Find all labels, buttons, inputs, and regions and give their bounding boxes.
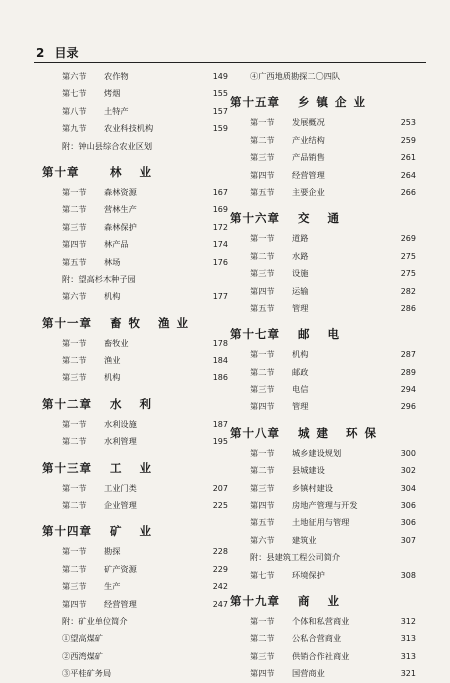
section-title: 勘探 [104,546,121,557]
entry-title: 附：县建筑工程公司简介 [250,552,341,563]
toc-entry [42,543,228,560]
page-ref: 313 [400,651,416,661]
section-number: 第二节 [62,500,87,511]
page-ref: 313 [400,634,416,644]
chapter-heading [230,584,416,613]
toc-entry [230,567,416,584]
page-ref: 302 [400,466,416,476]
section-number: 第二节 [250,250,275,261]
toc-entry [230,167,416,184]
toc-entry [42,254,228,271]
appendix-item [42,648,228,665]
chapter-heading [230,85,416,114]
toc-left-column [42,68,228,683]
section-number: 第一节 [250,447,275,458]
page-ref: 253 [400,118,416,128]
section-number: 第二节 [62,563,87,574]
page-ref: 287 [400,350,416,360]
page-ref: 269 [400,234,416,244]
chapter-number: 第十章 [42,164,80,179]
section-title: 县城建设 [292,465,325,476]
toc-entry [230,381,416,398]
section-number: 第二节 [250,366,275,377]
toc-entry [42,433,228,450]
page-ref: 300 [400,448,416,458]
chapter-heading [230,416,416,445]
chapter-number: 第十九章 [230,593,280,608]
section-number: 第三节 [250,650,275,661]
section-title: 国营商业 [292,668,325,679]
section-number: 第三节 [62,372,87,383]
chapter-title: 矿 业 [110,524,159,539]
section-number: 第二节 [62,436,87,447]
page-ref: 275 [400,269,416,279]
chapter-number: 第十一章 [42,315,92,330]
section-title: 水路 [292,250,309,261]
section-title: 水利设施 [104,418,137,429]
section-title: 机构 [104,291,121,302]
section-title: 供销合作社商业 [292,650,350,661]
chapter-title: 交 通 [298,211,347,226]
section-number: 第二节 [250,134,275,145]
section-title: 环境保护 [292,569,325,580]
chapter-number: 第十五章 [230,95,280,110]
section-number: 第六节 [62,71,87,81]
entry-title: 附：钟山县综合农业区划 [62,140,153,151]
entry-title: 附：望高杉木种子园 [62,273,136,284]
chapter-title: 工 业 [110,460,159,475]
section-title: 森林保护 [104,221,137,232]
section-title: 邮政 [292,366,309,377]
chapter-title: 乡镇企业 [298,95,372,110]
section-title: 畜牧业 [104,337,129,348]
toc-entry [42,497,228,514]
section-number: 第四节 [250,169,275,180]
toc-entry [230,114,416,131]
toc-entry [230,532,416,549]
appendix-item [230,68,416,85]
page-ref: 187 [212,419,228,429]
section-title: 管理 [292,401,309,412]
section-title: 农作物 [104,71,129,81]
section-number: 第五节 [62,256,87,267]
toc-entry [230,630,416,647]
page-ref: 296 [400,402,416,412]
section-number: 第三节 [62,221,87,232]
toc-entry [230,364,416,381]
chapter-number: 第十七章 [230,327,280,342]
page-ref: 167 [212,187,228,197]
page-ref: 174 [212,240,228,250]
section-number: 第三节 [62,581,87,592]
entry-title: ①望高煤矿 [62,633,103,644]
toc-entry [42,352,228,369]
section-title: 经营管理 [104,598,137,609]
section-number: 第一节 [250,349,275,360]
section-title: 房地产管理与开发 [292,500,358,511]
toc-entry [42,85,228,102]
section-title: 产业结构 [292,134,325,145]
page-number: 2 [36,46,45,60]
section-title: 工业门类 [104,482,137,493]
toc-entry [230,514,416,531]
page-ref: 172 [212,222,228,232]
page-ref: 242 [212,582,228,592]
section-title: 乡镇村建设 [292,482,333,493]
page-ref: 228 [212,547,228,557]
page-ref: 186 [212,373,228,383]
page-ref: 289 [400,367,416,377]
section-title: 机构 [292,349,309,360]
section-title: 主要企业 [292,186,325,197]
toc-entry [42,596,228,613]
page-ref: 261 [400,153,416,163]
page-ref: 176 [212,257,228,267]
header-rule [34,62,426,63]
toc-entry [42,68,228,85]
section-number: 第四节 [250,401,275,412]
appendix-item [42,630,228,647]
section-number: 第一节 [62,418,87,429]
section-title: 电信 [292,384,309,395]
page-ref: 159 [212,124,228,134]
section-number: 第一节 [250,117,275,128]
section-number: 第四节 [250,285,275,296]
toc-entry [42,219,228,236]
page-ref: 177 [212,292,228,302]
toc-entry [230,149,416,166]
toc-entry [42,369,228,386]
section-number: 第四节 [62,239,87,250]
section-number: 第三节 [250,268,275,279]
section-title: 管理 [292,302,309,313]
page-ref: 264 [400,170,416,180]
section-title: 运输 [292,285,309,296]
page-ref: 195 [212,437,228,447]
chapter-title: 畜牧 渔业 [110,315,196,330]
section-title: 土地征用与管理 [292,517,350,528]
page-ref: 286 [400,303,416,313]
page-ref: 157 [212,106,228,116]
chapter-title: 水 利 [110,396,159,411]
section-title: 发展概况 [292,117,325,128]
toc-entry [230,184,416,201]
section-title: 林场 [104,256,121,267]
section-number: 第六节 [250,534,275,545]
entry-title: 附：矿业单位简介 [62,615,128,626]
chapter-number: 第十四章 [42,524,92,539]
section-title: 公私合营商业 [292,633,342,644]
chapter-number: 第十二章 [42,396,92,411]
page-ref: 247 [212,599,228,609]
chapter-number: 第十六章 [230,211,280,226]
page-ref: 225 [212,501,228,511]
page-ref: 259 [400,135,416,145]
section-title: 道路 [292,233,309,244]
chapter-title: 邮 电 [298,327,347,342]
section-number: 第七节 [250,569,275,580]
chapter-title: 商 业 [298,593,347,608]
toc-entry [42,335,228,352]
section-number: 第八节 [62,105,87,116]
toc-entry [230,398,416,415]
entry-title: ②西湾煤矿 [62,650,103,661]
toc-entry [42,578,228,595]
page-ref: 275 [400,251,416,261]
toc-entry [230,480,416,497]
appendix-item [42,665,228,682]
toc-entry [42,416,228,433]
section-title: 土特产 [104,105,129,116]
section-title: 农业科技机构 [104,123,154,134]
section-number: 第一节 [62,186,87,197]
section-number: 第一节 [62,482,87,493]
chapter-heading [42,514,228,543]
toc-entry [230,613,416,630]
toc-entry [230,132,416,149]
section-title: 城乡建设规划 [292,447,342,458]
section-number: 第一节 [62,337,87,348]
chapter-heading [230,201,416,230]
entry-title: ③平桂矿务局 [62,668,112,679]
page-title: 目录 [54,46,79,60]
toc-entry [42,120,228,137]
chapter-heading [42,306,228,335]
section-number: 第一节 [250,233,275,244]
appendix-note [42,138,228,155]
section-title: 企业管理 [104,500,137,511]
section-number: 第五节 [250,302,275,313]
section-number: 第二节 [250,465,275,476]
section-title: 森林资源 [104,186,137,197]
toc-entry [230,265,416,282]
toc-entry [230,346,416,363]
entry-title: ④广西地质勘探二〇四队 [250,71,341,81]
page-ref: 306 [400,501,416,511]
section-number: 第九节 [62,123,87,134]
section-title: 矿产资源 [104,563,137,574]
page-ref: 294 [400,385,416,395]
section-title: 机构 [104,372,121,383]
toc-entry [230,648,416,665]
page-ref: 282 [400,286,416,296]
section-number: 第七节 [62,88,87,99]
section-number: 第三节 [250,482,275,493]
section-number: 第二节 [62,204,87,215]
chapter-heading [42,451,228,480]
section-title: 个体和私营商业 [292,615,350,626]
section-title: 营林生产 [104,204,137,215]
section-number: 第一节 [250,615,275,626]
section-title: 建筑业 [292,534,317,545]
section-number: 第一节 [62,546,87,557]
toc-entry [230,497,416,514]
page-ref: 149 [212,72,228,81]
chapter-title: 城建 环保 [298,425,384,440]
toc-entry [42,184,228,201]
appendix-note [42,613,228,630]
appendix-note [230,549,416,566]
page-ref: 306 [400,518,416,528]
section-title: 水利管理 [104,436,137,447]
chapter-number: 第十三章 [42,460,92,475]
page-ref: 266 [400,187,416,197]
page-ref: 178 [212,338,228,348]
section-number: 第二节 [250,633,275,644]
section-title: 经营管理 [292,169,325,180]
section-number: 第四节 [250,500,275,511]
chapter-heading [42,155,228,184]
section-number: 第五节 [250,517,275,528]
appendix-note [42,271,228,288]
page-ref: 229 [212,564,228,574]
section-number: 第五节 [250,186,275,197]
page-ref: 169 [212,205,228,215]
section-title: 林产品 [104,239,129,250]
page-ref: 155 [212,89,228,99]
toc-entry [230,230,416,247]
section-number: 第四节 [62,598,87,609]
toc-entry [230,300,416,317]
chapter-number: 第十八章 [230,425,280,440]
toc-entry [230,248,416,265]
chapter-title: 林 业 [110,164,159,179]
chapter-heading [230,317,416,346]
page-ref: 308 [400,570,416,580]
page-ref: 312 [400,616,416,626]
section-number: 第三节 [250,384,275,395]
section-number: 第四节 [250,668,275,679]
toc-entry [42,288,228,305]
toc-entry [230,445,416,462]
page-header [36,44,79,61]
chapter-heading [42,387,228,416]
section-title: 设施 [292,268,309,279]
section-title: 渔业 [104,355,121,366]
section-number: 第三节 [250,152,275,163]
section-title: 生产 [104,581,121,592]
page-ref: 184 [212,356,228,366]
toc-right-column [230,68,416,683]
page-ref: 207 [212,483,228,493]
toc-entry [42,236,228,253]
toc-entry [42,561,228,578]
section-number: 第六节 [62,291,87,302]
toc-entry [230,283,416,300]
page-ref: 304 [400,483,416,493]
section-title: 烤烟 [104,88,121,99]
toc-entry [42,201,228,218]
page-ref: 307 [400,535,416,545]
section-title: 产品销售 [292,152,325,163]
page-ref: 321 [400,669,416,679]
toc-entry [230,665,416,682]
toc-entry [42,103,228,120]
toc-entry [42,480,228,497]
toc-entry [230,462,416,479]
section-number: 第二节 [62,355,87,366]
